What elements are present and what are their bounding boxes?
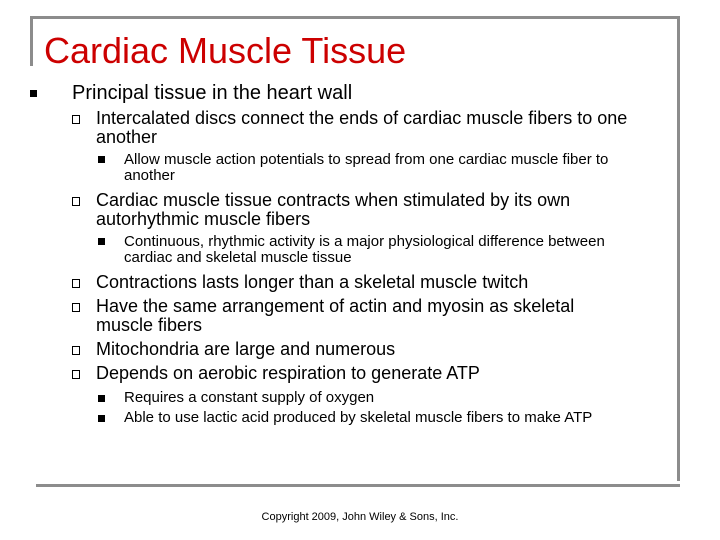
frame-bottom-line: [36, 484, 680, 487]
point-text: Contractions lasts longer than a skeletal muscle twitch: [96, 272, 529, 292]
frame-right-line: [677, 16, 680, 481]
subpoint-text: Requires a constant supply of oxygen: [124, 389, 375, 406]
hollow-square-bullet-icon: [72, 346, 80, 355]
point-text: Depends on aerobic respiration to generate ATP: [96, 363, 480, 383]
hollow-square-bullet-icon: [72, 279, 80, 288]
subpoint-text: Able to use lactic acid produced by skeletal muscle fibers to make ATP: [124, 409, 593, 426]
slide-title: Cardiac Muscle Tissue: [44, 30, 407, 71]
square-bullet-icon: [98, 395, 105, 402]
copyright-footer: Copyright 2009, John Wiley & Sons, Inc.: [261, 511, 459, 523]
hollow-square-bullet-icon: [72, 303, 80, 312]
hollow-square-bullet-icon: [72, 370, 80, 379]
point-text: Have the same arrangement of actin and myosin as skeletal muscle fibers: [96, 296, 575, 335]
main-point: Principal tissue in the heart wall: [72, 82, 353, 104]
square-bullet-icon: [98, 156, 105, 163]
hollow-square-bullet-icon: [72, 115, 80, 124]
frame-left-line: [30, 16, 33, 66]
square-bullet-icon: [98, 415, 105, 422]
subpoint-text: Allow muscle action potentials to spread from one cardiac muscle fiber to another: [124, 151, 609, 184]
frame-top-line: [30, 16, 677, 19]
point-text: Intercalated discs connect the ends of cardiac muscle fibers to one another: [96, 108, 628, 147]
subpoint-text: Continuous, rhythmic activity is a major physiological difference between cardiac and skeletal muscle tissue: [124, 233, 605, 266]
square-bullet-icon: [98, 238, 105, 245]
square-bullet-icon: [30, 90, 37, 97]
point-text: Mitochondria are large and numerous: [96, 339, 396, 359]
point-text: Cardiac muscle tissue contracts when stimulated by its own autorhythmic muscle fibers: [96, 190, 571, 229]
hollow-square-bullet-icon: [72, 197, 80, 206]
